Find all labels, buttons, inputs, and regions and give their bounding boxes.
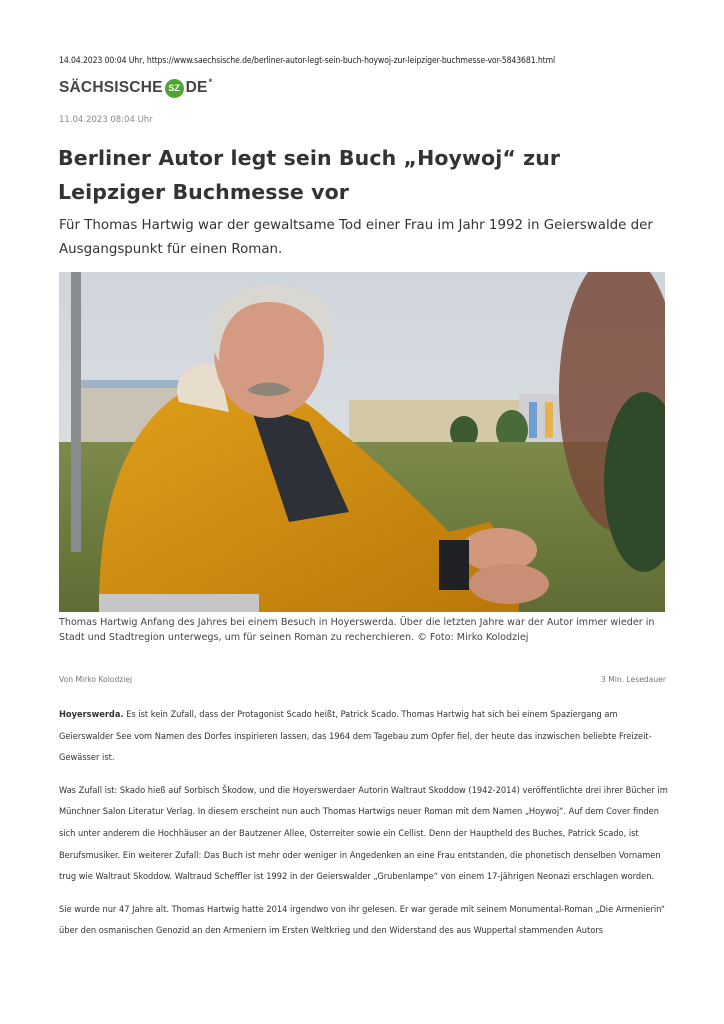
article-body <box>59 704 669 953</box>
read-time: 3 Min. Lesedauer <box>600 675 666 684</box>
print-header-url: 14.04.2023 00:04 Uhr, https://www.saechsische.de/berliner-autor-legt-sein-buch-hoywoj-zur-leipziger-buchmesse-vor-5843681.html <box>59 56 556 66</box>
photo-caption: Thomas Hartwig Anfang des Jahres bei einem Besuch in Hoyerswerda. Über die letzten Jahre war der Autor immer wieder in Stadt und Stadtregion unterwegs, um für seinen Roman zu recherchieren. © Foto: Mirko Kolodziej <box>59 617 655 643</box>
site-logo[interactable] <box>59 77 212 99</box>
sz-badge-icon: SZ <box>165 79 184 98</box>
body-paragraph-1-text: Es ist kein Zufall, dass der Protagonist Scado heißt, Patrick Scado. Thomas Hartwig hat sich bei einem Spaziergang am Geierswalder See vom Namen des Dorfes inspirieren lassen, das 1964 dem Tagebau zum Opfer fiel, der heute das inzwischen beliebte Freizeit-Gewässer ist. <box>59 709 652 764</box>
article-lead: Für Thomas Hartwig war der gewaltsame Tod einer Frau im Jahr 1992 in Geierswalde der Ausgangspunkt für einen Roman. <box>59 218 653 257</box>
byline: Von Mirko Kolodziej <box>59 675 133 684</box>
article-photo <box>59 272 665 612</box>
body-paragraph-2: Was Zufall ist: Skado hieß auf Sorbisch Škodow, und die Hoyerswerdaer Autorin Waltraut Skoddow (1942-2014) veröffentlichte drei ihrer Bücher im Münchner Salon Literatur Verlag. In diesem erscheint nun auch Thomas Hartwigs neuer Roman mit dem Namen „Hoywoj“. Auf dem Cover finden sich unter anderem die Hochhäuser an der Bautzener Allee, Osterreiter sowie ein Cellist. Denn der Hauptheld des Buches, Patrick Scado, ist Berufsmusiker. Ein weiterer Zufall: Das Buch ist mehr oder weniger in Angedenken an eine Frau entstanden, die phonetisch denselben Vornamen trug wie Waltraut Skoddow. Waltraud Scheffler ist 1992 in der Geierswalder „Grubenlampe“ von einem 17-jährigen Neonazi erschlagen worden. <box>59 784 668 883</box>
body-paragraph-1 <box>59 704 669 769</box>
article-headline: Berliner Autor legt sein Buch „Hoywoj“ zur Leipziger Buchmesse vor <box>58 146 561 204</box>
logo-text-left: SÄCHSISCHE <box>59 79 163 96</box>
article-date: 11.04.2023 08:04 Uhr <box>59 115 153 125</box>
logo-star: * <box>208 77 213 87</box>
dateline-place: Hoyerswerda. <box>59 709 124 720</box>
body-paragraph-3: Sie wurde nur 47 Jahre alt. Thomas Hartwig hatte 2014 irgendwo von ihr gelesen. Er war gerade mit seinem Monumental-Roman „Die Armenierin“ über den osmanischen Genozid an den Armeniern im Ersten Weltkrieg und den Widerstand des aus Wuppertal stammenden Autors <box>59 903 666 937</box>
logo-text-right: DE <box>185 79 208 96</box>
